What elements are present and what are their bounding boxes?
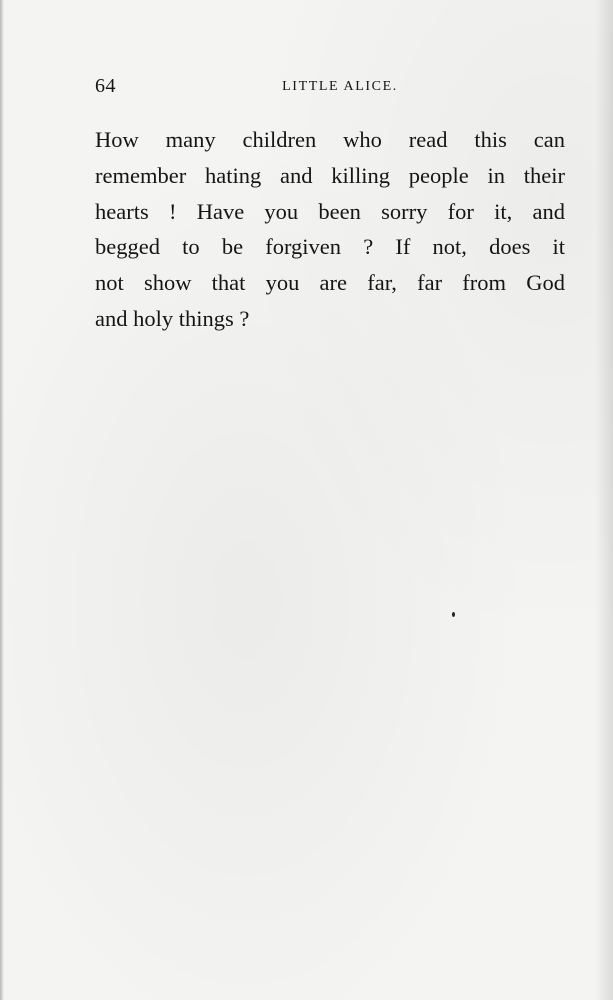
- running-head: [95, 75, 565, 103]
- page-number: 64: [95, 75, 116, 97]
- text-line: remember hating and killing people in their: [95, 162, 565, 188]
- text-line-last: and holy things ?: [95, 305, 250, 331]
- body-text: [95, 122, 565, 337]
- text-line: How many children who read this can: [95, 127, 565, 152]
- text-line: not show that you are far, far from God: [95, 270, 565, 296]
- text-line: begged to be forgiven ? If not, does it: [95, 234, 565, 260]
- ink-speck: [452, 612, 455, 617]
- page-left-edge-shadow: [0, 0, 4, 1000]
- running-title: LITTLE ALICE.: [282, 79, 398, 94]
- page-right-edge-shadow: [595, 0, 613, 1000]
- text-line: hearts ! Have you been sorry for it, and: [95, 198, 565, 224]
